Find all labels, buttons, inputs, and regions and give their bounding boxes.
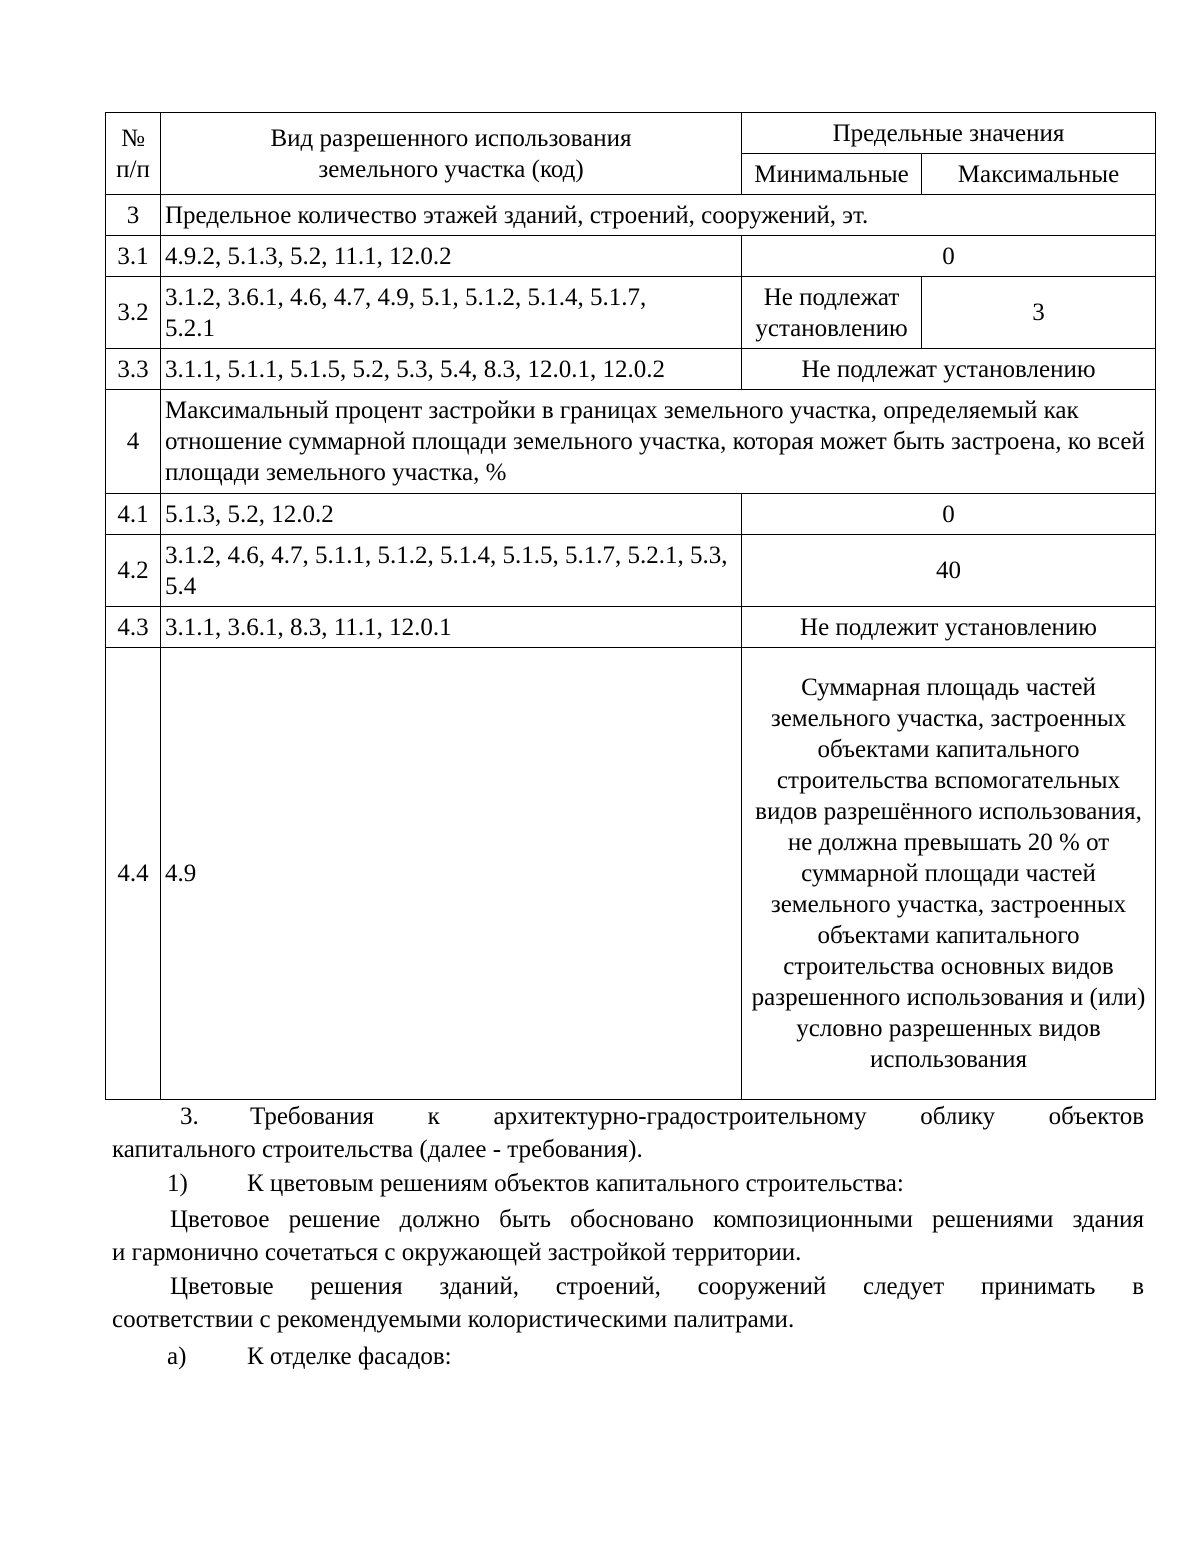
row-value: Не подлежат установлению (742, 349, 1156, 390)
row-num: 4.4 (106, 648, 161, 1100)
table-row (106, 390, 1156, 494)
row-section-title: Предельное количество этажей зданий, строений, сооружений, эт. (161, 195, 1156, 236)
header-limits: Предельные значения (742, 113, 1156, 154)
row-num: 3.3 (106, 349, 161, 390)
header-type: Вид разрешенного использования земельного участка (код) (161, 113, 742, 195)
paragraph-3-number: 3. (180, 1103, 199, 1130)
row-num: 4.2 (106, 535, 161, 607)
header-max: Максимальные (922, 154, 1156, 195)
row-value: Не подлежит установлению (742, 607, 1156, 648)
row-code: 4.9 (161, 648, 742, 1100)
table-row (106, 494, 1156, 535)
row-code: 3.1.2, 3.6.1, 4.6, 4.7, 4.9, 5.1, 5.1.2, 5.1.4, 5.1.7, 5.2.1 (161, 277, 742, 349)
paragraph-a-number: а) (167, 1343, 187, 1370)
paragraph-color-line2: и гармонично сочетаться с окружающей застройкой территории. (112, 1239, 802, 1266)
paragraph-3-line2: капитального строительства (далее - требования). (112, 1136, 643, 1163)
row-code: 3.1.1, 5.1.1, 5.1.5, 5.2, 5.3, 5.4, 8.3, 12.0.1, 12.0.2 (161, 349, 742, 390)
header-min: Минимальные (742, 154, 922, 195)
header-num: № п/п (106, 113, 161, 195)
paragraph-palette-text: Цветовые решения зданий, строений, сооружений следует принимать в (170, 1273, 1144, 1300)
row-num: 3 (106, 195, 161, 236)
row-section-title: Максимальный процент застройки в границах земельного участка, определяемый как отношение суммарной площади земельного участка, которая может быть застроена, ко всей площади земельного участка, % (161, 390, 1156, 494)
row-value: 0 (742, 236, 1156, 277)
row-code: 4.9.2, 5.1.3, 5.2, 11.1, 12.0.2 (161, 236, 742, 277)
row-num: 4 (106, 390, 161, 494)
paragraph-1-heading (112, 1167, 1144, 1200)
table-row (106, 607, 1156, 648)
row-num: 4.1 (106, 494, 161, 535)
paragraph-3-line1 (112, 1100, 1144, 1133)
row-code: 5.1.3, 5.2, 12.0.2 (161, 494, 742, 535)
row-num: 3.1 (106, 236, 161, 277)
table-row (106, 236, 1156, 277)
table-row (106, 195, 1156, 236)
header-row (106, 113, 1156, 154)
paragraph-palette-line1 (112, 1270, 1144, 1303)
paragraph-color-text: Цветовое решение должно быть обосновано композиционными решениями здания (170, 1206, 1144, 1233)
row-max: 3 (922, 277, 1156, 349)
table-row (106, 648, 1156, 1100)
paragraph-1-number: 1) (167, 1170, 188, 1197)
paragraph-a-text: К отделке фасадов: (247, 1343, 452, 1370)
row-value: 40 (742, 535, 1156, 607)
regulations-table (105, 112, 1156, 1100)
paragraph-1-text: К цветовым решениям объектов капитального строительства: (247, 1170, 904, 1197)
paragraph-a-heading (112, 1340, 1144, 1373)
paragraph-palette-line2: соответствии с рекомендуемыми колористическими палитрами. (112, 1306, 795, 1333)
table-row (106, 277, 1156, 349)
row-num: 4.3 (106, 607, 161, 648)
row-min: Не подлежат установлению (742, 277, 922, 349)
row-code: 3.1.1, 3.6.1, 8.3, 11.1, 12.0.1 (161, 607, 742, 648)
paragraph-3-text: Требования к архитектурно-градостроительному облику объектов (250, 1103, 1144, 1130)
row-value: 0 (742, 494, 1156, 535)
row-code: 3.1.2, 4.6, 4.7, 5.1.1, 5.1.2, 5.1.4, 5.1.5, 5.1.7, 5.2.1, 5.3, 5.4 (161, 535, 742, 607)
table-row (106, 535, 1156, 607)
table-row (106, 349, 1156, 390)
row-num: 3.2 (106, 277, 161, 349)
paragraph-color-line1 (112, 1203, 1144, 1236)
row-value: Суммарная площадь частей земельного участка, застроенных объектами капитального строительства вспомогательных видов разрешённого использования, не должна превышать 20 % от суммарной площади частей земельного участка, застроенных объектами капитального строительства основных видов разрешенного использования и (или) условно разрешенных видов использования (742, 648, 1156, 1100)
